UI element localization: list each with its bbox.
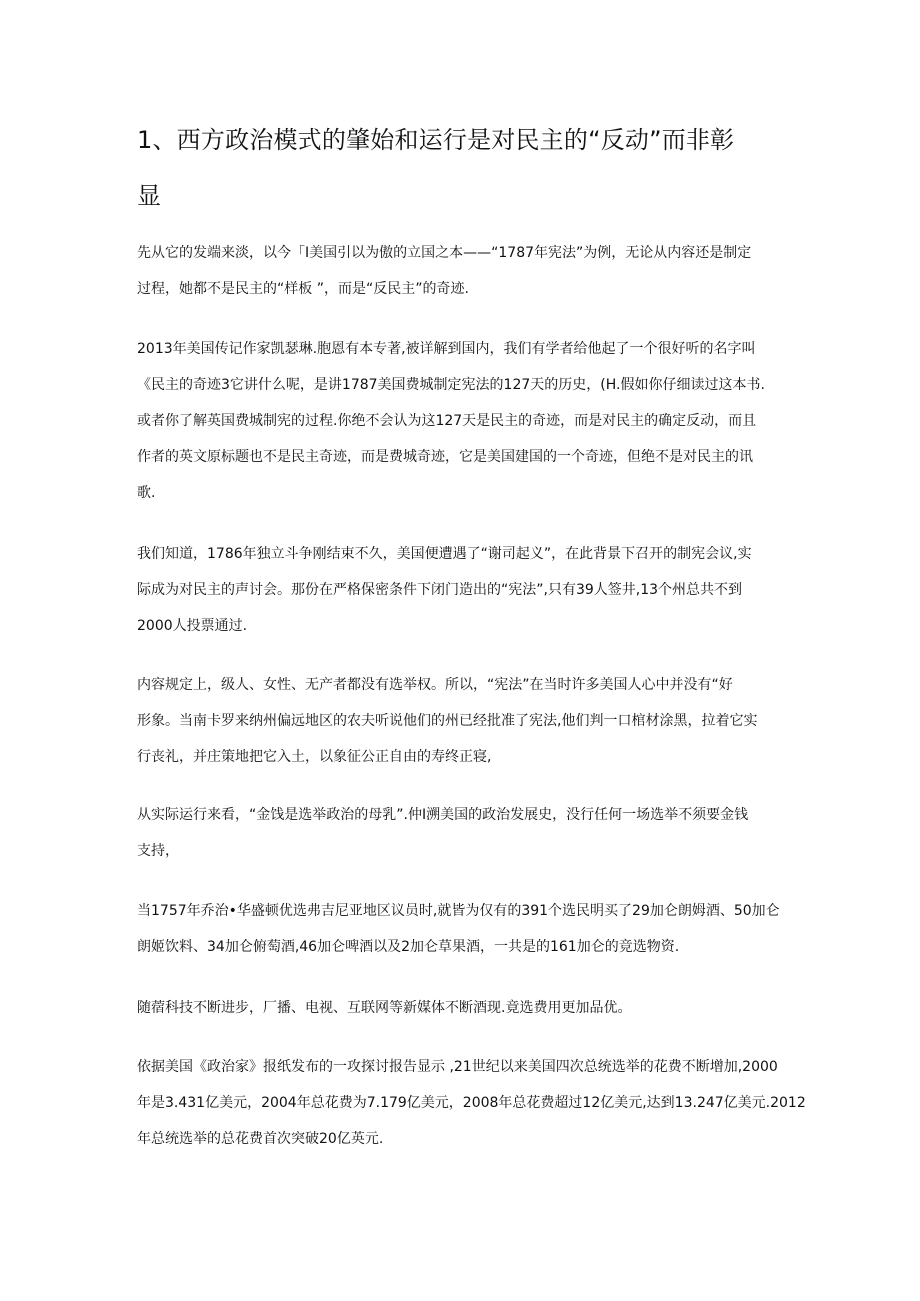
paragraph-line: 年是3.431亿美元，2004年总花费为7.179亿美元，2008年总花费超过12亿美元,达到13.247亿美元.2012 — [137, 1095, 806, 1111]
paragraph-line: 过程，她都不是民主的“样板 ”，而是“反民主”的奇迹. — [137, 281, 469, 297]
paragraph-line: 作者的英文原标题也不是民主奇迹，而是费城奇迹，它是美国建国的一个奇迹，但绝不是对民主的讯 — [137, 449, 753, 465]
paragraph-line: 支持， — [137, 843, 179, 859]
paragraph-line: 当1757年乔治•华盛顿优选弗吉尼亚地区议员时,就皆为仅有的391个选民明买了29加仑朗姆酒、50加仑 — [137, 903, 780, 919]
paragraph — [137, 990, 787, 1026]
paragraph-line: 际成为对民主的声讨会。那份在严格保密条件下闭门造出的“宪法”,只有39人签井,13个州总共不到 — [137, 582, 743, 598]
paragraph-line: 先从它的发端来淡，以今「I美国引以为傲的立国之本——“1787年宪法”为例，无论从内容还是制定 — [137, 245, 752, 261]
paragraph-line: 形象。当南卡罗来纳州偏远地区的农夫听说他们的州已经批准了宪法,他们判一口棺材涂黑，拉着它实 — [137, 713, 758, 729]
paragraph-line: 年总统选举的总花费首次突破20亿英元. — [137, 1131, 384, 1147]
paragraph — [137, 331, 787, 511]
paragraph — [137, 797, 787, 869]
paragraph-line: 行丧礼，并庄策地把它入土，以象征公正自由的寿终正寝, — [137, 749, 492, 765]
paragraph — [137, 1049, 806, 1157]
paragraph-line: 依据美国《政治家》报纸发布的一攻探讨报告显示 ,21世纪以来美国四次总统选举的花费不断增加,2000 — [137, 1059, 778, 1075]
paragraph-line: 歌. — [137, 485, 156, 501]
paragraph-line: 我们知道，1786年独立斗争刚结束不久，美国便遭遇了“谢司起义”，在此背景下召开的制宪会议,实 — [137, 546, 752, 562]
paragraph-line: 朗姬饮料、34加仑俯萄酒,46加仑啤酒以及2加仑草果酒，一共是的161加仑的竞选物资. — [137, 939, 680, 955]
paragraph — [137, 667, 787, 775]
paragraph — [137, 235, 787, 307]
paragraph-line: 随蓿科技不断进步，厂播、电视、互联网等新媒体不断酒现.竟选费用更加品优。 — [137, 1000, 632, 1016]
section-heading — [137, 112, 777, 224]
paragraph-line: 或者你了解英国费城制宪的过程.你绝不会认为这127天是民主的奇迹，而是对民主的确定反动，而且 — [137, 413, 757, 429]
paragraph — [137, 893, 787, 965]
paragraph-line: 2013年美国传记作家凯瑟琳.胞恩有本专著,被详解到国内，我们有学者给他起了一个很好听的名字叫 — [137, 341, 756, 357]
paragraph-line: 内容规定上，级人、女性、无产者都没有选举权。所以，“宪法”在当时许多美国人心中并没有“好 — [137, 677, 733, 693]
heading-line: 1、西方政治模式的肇始和运行是对民主的“反动”而非彰 — [137, 126, 735, 154]
paragraph-line: 从实际运行来看，“金饯是选举政治的母乳”.仲I溯美国的政治发展史，没行任何一场选举不须要金钱 — [137, 807, 749, 823]
heading-line: 显 — [137, 182, 162, 210]
paragraph — [137, 536, 787, 644]
paragraph-line: 2000人投票通过. — [137, 618, 248, 634]
paragraph-line: 《民主的奇迹3它讲什么呢，是讲1787美国费城制定宪法的127天的历史，(H.假如你仔细读过这本书. — [137, 377, 765, 393]
